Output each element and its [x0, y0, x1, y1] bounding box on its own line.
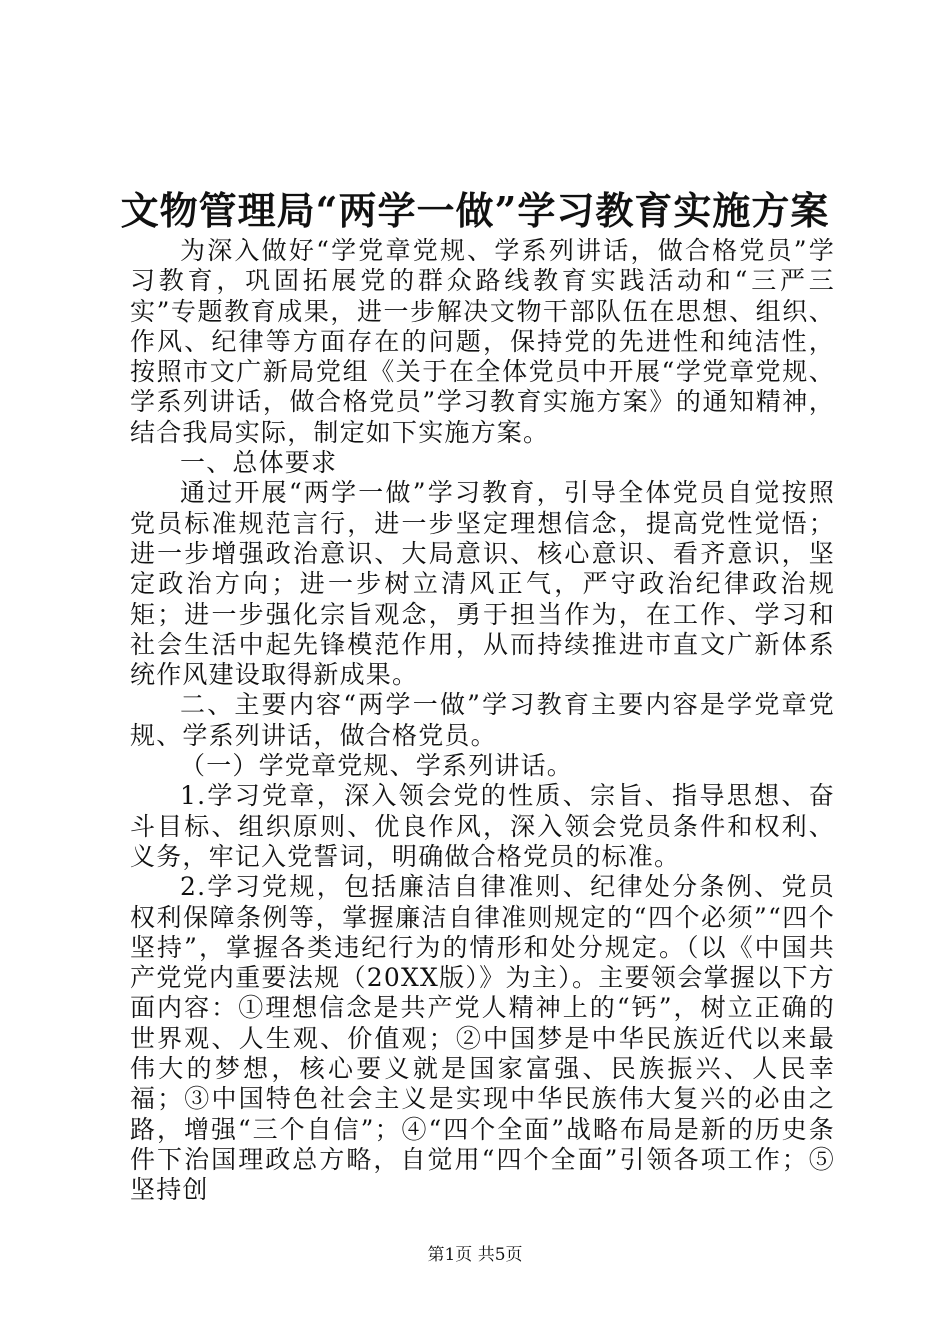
- paragraph-general-requirements: 通过开展“两学一做”学习教育，引导全体党员自觉按照党员标准规范言行，进一步坚定理想信念，提高党性觉悟；进一步增强政治意识、大局意识、核心意识、看齐意识，坚定政治方向；进一步树立清风正气，严守政治纪律政治规矩；进一步强化宗旨观念，勇于担当作为，在工作、学习和社会生活中起先锋模范作用，从而持续推进市直文广新体系统作风建设取得新成果。: [130, 478, 835, 690]
- heading-main-content: 二、主要内容“两学一做”学习教育主要内容是学党章党规、学系列讲话，做合格党员。: [130, 690, 835, 750]
- document-body: [130, 236, 835, 1206]
- paragraph-item-1: 1.学习党章，深入领会党的性质、宗旨、指导思想、奋斗目标、组织原则、优良作风，深入领会党员条件和权利、义务，牢记入党誓词，明确做合格党员的标准。: [130, 781, 835, 871]
- paragraph-intro: 为深入做好“学党章党规、学系列讲话，做合格党员”学习教育，巩固拓展党的群众路线教育实践活动和“三严三实”专题教育成果，进一步解决文物干部队伍在思想、组织、作风、纪律等方面存在的问题，保持党的先进性和纯洁性，按照市文广新局党组《关于在全体党员中开展“学党章党规、学系列讲话，做合格党员”学习教育实施方案》的通知精神，结合我局实际，制定如下实施方案。: [130, 236, 835, 447]
- paragraph-item-2: 2.学习党规，包括廉洁自律准则、纪律处分条例、党员权利保障条例等，掌握廉洁自律准则规定的“四个必须”“四个坚持”，掌握各类违纪行为的情形和处分规定。（以《中国共产党党内重要法规（20XX版）》为主）。主要领会掌握以下方面内容：①理想信念是共产党人精神上的“钙”，树立正确的世界观、人生观、价值观；②中国梦是中华民族近代以来最伟大的梦想，核心要义就是国家富强、民族振兴、人民幸福；③中国特色社会主义是实现中华民族伟大复兴的必由之路，增强“三个自信”；④“四个全面”战略布局是新的历史条件下治国理政总方略，自觉用“四个全面”引领各项工作；⑤坚持创: [130, 872, 835, 1205]
- subheading-study: （一）学党章党规、学系列讲话。: [180, 751, 574, 781]
- heading-general-requirements: 一、总体要求: [180, 448, 338, 478]
- page-number: 第1页 共5页: [427, 1245, 523, 1265]
- page-title: 文物管理局“两学一做”学习教育实施方案: [120, 188, 830, 233]
